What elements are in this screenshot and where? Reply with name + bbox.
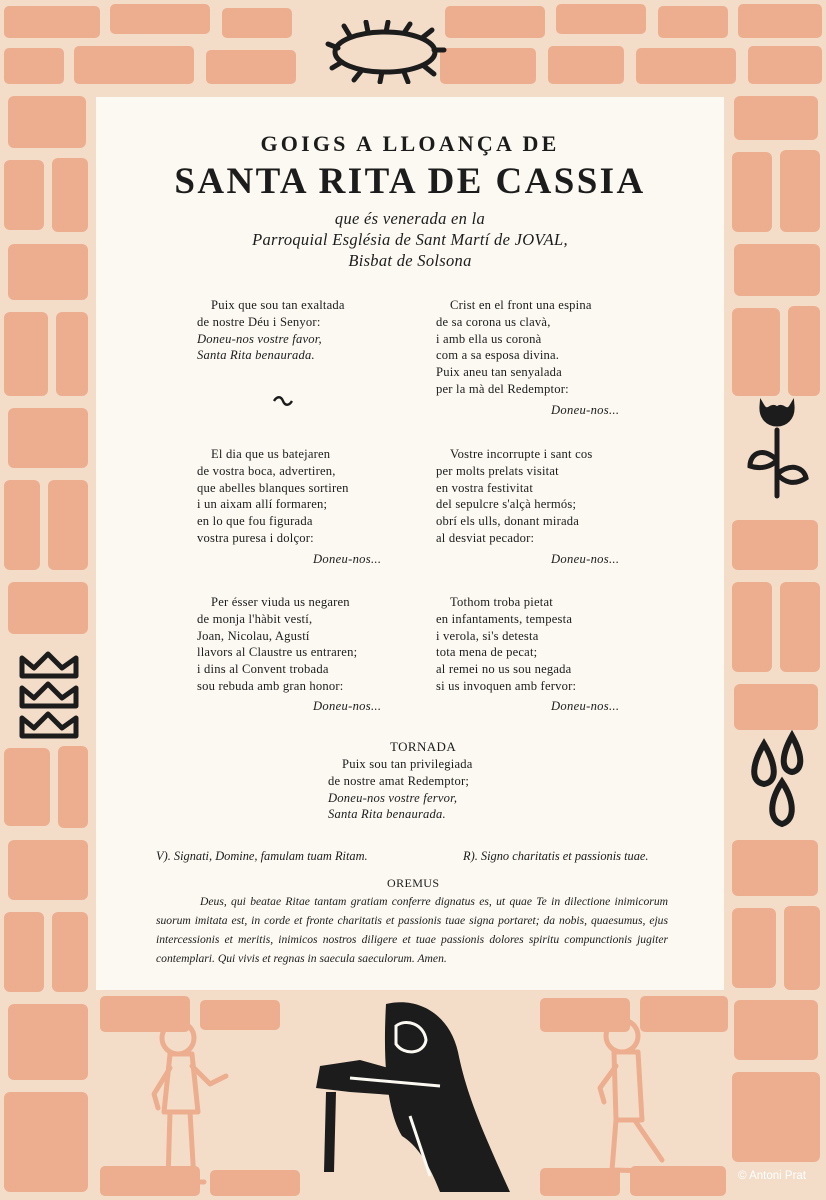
crown-of-thorns-icon — [320, 20, 450, 84]
stanza-2 — [436, 297, 666, 398]
tornada-heading: TORNADA — [390, 739, 457, 754]
verse-line: Vostre incorrupte i sant cos — [450, 447, 593, 461]
verse-line: obrí els ulls, donant mirada — [436, 514, 580, 529]
fleuron-icon — [272, 396, 294, 406]
verse-line: Doneu-nos vostre favor, — [197, 331, 322, 346]
refrain: Doneu-nos... — [551, 699, 620, 713]
verse-line: i verola, si's detesta — [436, 628, 539, 643]
verse-line: de nostre amat Redemptor; — [328, 773, 470, 788]
subtitle-line: que és venerada en la — [334, 209, 486, 228]
verse-line: Joan, Nicolau, Agustí — [197, 628, 310, 643]
title-line-2: SANTA RITA DE CASSIA — [174, 161, 646, 202]
tornada-stanza — [328, 756, 558, 823]
verse-line: Puix que sou tan exaltada — [211, 298, 345, 312]
kneeling-child-figure — [592, 1010, 712, 1192]
standing-child-figure — [140, 1012, 240, 1192]
verse-line: com a sa esposa divina. — [436, 348, 560, 363]
verse-line: Puix aneu tan senyalada — [436, 365, 562, 380]
oremus-heading: OREMUS — [387, 876, 440, 890]
response: R). Signo charitatis et passionis tuae. — [463, 849, 649, 863]
subtitle — [96, 208, 724, 271]
oremus-prayer — [156, 892, 668, 968]
refrain: Doneu-nos... — [551, 403, 620, 417]
verse-line: vostra puresa i dolçor: — [197, 530, 314, 545]
verse-line: per molts prelats visitat — [436, 463, 559, 478]
refrain: Doneu-nos... — [551, 552, 620, 566]
santa-rita-illustration — [290, 996, 530, 1196]
verse-line: tota mena de pecat; — [436, 645, 538, 660]
tears-icon — [744, 730, 814, 830]
verse-line: del sepulcre s'alçà hermós; — [436, 497, 577, 512]
verse-line: Per ésser viuda us negaren — [211, 595, 350, 609]
verse-line: sou rebuda amb gran honor: — [197, 678, 344, 693]
verse-line: Crist en el front una espina — [450, 298, 592, 312]
subtitle-line: Bisbat de Solsona — [348, 251, 472, 270]
stanza-4 — [436, 446, 666, 547]
verse-line: en lo que fou figurada — [197, 514, 313, 529]
verse-line: de vostra boca, advertiren, — [197, 463, 336, 478]
prayer-text: Deus, qui beatae Ritae tantam gratiam conferre dignatus es, ut quae Te in dilectione inimicorum suorum imitata est, in corde et fronte charitatis et passionis tuae signa portaret; da nobis, quaesumus, ejus intercessionis et meritis, inimicos nostros diligere et tuae passionis dolores spiritu compunctionis jugiter contemplari. Qui vivis et regnas in saecula saeculorum. Amen. — [156, 895, 668, 965]
verse-line: de nostre Déu i Senyor: — [197, 314, 321, 329]
verse-line: i dins al Convent trobada — [197, 662, 329, 677]
verse-line: El dia que us batejaren — [211, 447, 331, 461]
stanza-5 — [197, 594, 427, 695]
verse-line: en vostra festivitat — [436, 480, 534, 495]
refrain: Doneu-nos... — [313, 552, 382, 566]
rose-icon — [742, 396, 812, 500]
verse-line: de monja l'hàbit vestí, — [197, 611, 313, 626]
verse-line: per la mà del Redemptor: — [436, 381, 569, 396]
verse-line: de sa corona us clavà, — [436, 314, 551, 329]
verse-line: i un aixam allí formaren; — [197, 497, 328, 512]
verse-line: Santa Rita benaurada. — [197, 348, 315, 363]
verse-line: al remei no us sou negada — [436, 662, 572, 677]
stanza-3 — [197, 446, 427, 547]
copyright-credit: © Antoni Prat — [738, 1170, 806, 1182]
crowns-icon — [16, 650, 84, 746]
stanza-1 — [197, 297, 427, 364]
verse-line: Santa Rita benaurada. — [328, 807, 446, 822]
verse-line: si us invoquen amb fervor: — [436, 678, 577, 693]
subtitle-line: Parroquial Església de Sant Martí de JOVAL, — [252, 230, 568, 249]
verse-line: en infantaments, tempesta — [436, 611, 573, 626]
verse-line: Puix sou tan privilegiada — [342, 757, 473, 771]
verse-line: que abelles blanques sortiren — [197, 480, 349, 495]
versicle: V). Signati, Domine, famulam tuam Ritam. — [156, 849, 368, 863]
verse-line: al desviat pecador: — [436, 530, 535, 545]
verse-line: llavors al Claustre us entraren; — [197, 645, 358, 660]
refrain: Doneu-nos... — [313, 699, 382, 713]
verse-line: Doneu-nos vostre fervor, — [328, 790, 458, 805]
title-line-1: GOIGS A LLOANÇA DE — [260, 131, 560, 156]
verse-line: i amb ella us coronà — [436, 331, 542, 346]
stanza-6 — [436, 594, 666, 695]
verse-line: Tothom troba pietat — [450, 595, 553, 609]
